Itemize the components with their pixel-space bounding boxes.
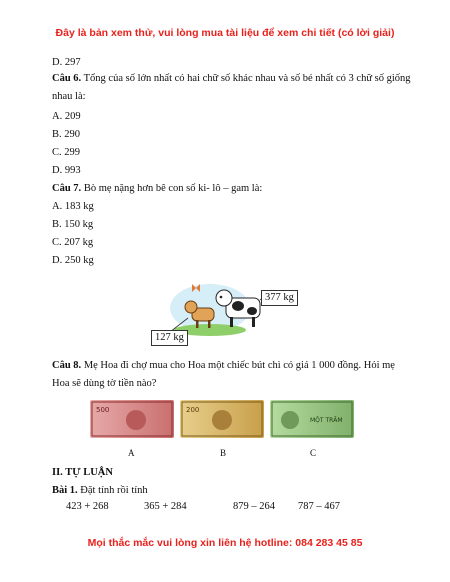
expression-3: 879 – 264 <box>233 501 275 512</box>
banknote-c <box>270 400 354 438</box>
question-7 <box>52 182 412 196</box>
question-7-text: Bò mẹ nặng hơn bê con số ki- lô – gam là: <box>83 183 263 194</box>
section-title: II. TỰ LUẬN <box>52 467 113 478</box>
expression-1: 423 + 268 <box>66 501 109 512</box>
question-6 <box>52 70 412 106</box>
banknote-b <box>180 400 264 438</box>
question-8-text: Mẹ Hoa đi chợ mua cho Hoa một chiếc bút chì có giá 1 000 đồng. Hỏi mẹ Hoa sẽ dùng tờ tiền nào? <box>52 360 395 389</box>
question-8-number: Câu 8. <box>52 360 82 371</box>
banknote-a <box>90 400 174 438</box>
prev-option-d: D. 297 <box>52 57 81 68</box>
question-7-number: Câu 7. <box>52 183 82 194</box>
expression-2: 365 + 284 <box>144 501 187 512</box>
q7-option-c: C. 207 kg <box>52 237 94 248</box>
question-6-text: Tổng của số lớn nhất có hai chữ số khác nhau và số bé nhất có 3 chữ số giống nhau là: <box>52 73 411 102</box>
calf-weight-label: 127 kg <box>151 330 188 346</box>
banknote-a-art <box>90 400 174 438</box>
banknote-b-art <box>180 400 264 438</box>
cow-weight-label: 377 kg <box>261 290 298 306</box>
q7-option-b: B. 150 kg <box>52 219 94 230</box>
expression-4: 787 – 467 <box>298 501 340 512</box>
banknote-b-label: B <box>220 448 227 458</box>
q7-option-a: A. 183 kg <box>52 201 94 212</box>
banknote-a-label: A <box>128 448 135 458</box>
q6-option-b: B. 290 <box>52 129 81 140</box>
q6-option-d: D. 993 <box>52 165 81 176</box>
hotline-banner: Mọi thắc mắc vui lòng xin liên hệ hotline: 084 283 45 85 <box>87 537 363 549</box>
banknote-c-art <box>270 400 354 438</box>
question-8 <box>52 357 412 393</box>
q7-option-d: D. 250 kg <box>52 255 94 266</box>
banknote-a-value: 500 <box>96 406 110 414</box>
exercise-1-number: Bài 1. <box>52 485 78 496</box>
q6-option-a: A. 209 <box>52 111 81 122</box>
exercise-1-text: Đặt tính rồi tính <box>80 485 148 496</box>
banknote-c-label: C <box>310 448 317 458</box>
question-6-number: Câu 6. <box>52 73 82 84</box>
banknote-b-value: 200 <box>186 406 200 414</box>
exercise-1 <box>52 484 412 498</box>
preview-banner: Đây là bản xem thử, vui lòng mua tài liệu để xem chi tiết (có lời giải) <box>55 27 395 39</box>
banknote-c-value: MỘT TRĂM <box>310 417 343 424</box>
q6-option-c: C. 299 <box>52 147 81 158</box>
